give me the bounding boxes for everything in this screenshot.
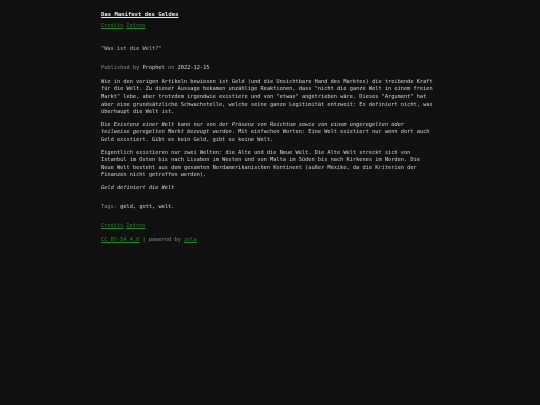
meta-prefix: Published by xyxy=(101,65,140,72)
tag-geld[interactable]: geld, xyxy=(120,203,137,210)
p2-text-e: . Mit einfachen Worten: Eine Welt existiert nur wenn dort auch Geld existiert. Gibt es kein Geld, gibt es keine Welt. xyxy=(101,129,430,143)
post-date: 2022-12-15 xyxy=(177,65,210,72)
top-nav xyxy=(101,23,433,31)
bottom-nav xyxy=(101,223,433,231)
paragraph-1: Wie in den vorigen Artikeln bewiesen ist Geld (und die Unsichtbare Hand des Marktes) die treibende Kraft für die Welt. Zu dieser Aussage bekamen unzählige Reaktionen, dass "nicht die ganze Welt in einem freien Markt" lebe, aber trotzdem irgendwie existiere und von "etwas" angetrieben wäre. Dieses "Argument" hat aber eine grundsätzliche Schwachstelle, welche seine ganze Legitimität entzweit: Es definiert nicht, was überhaupt die Welt ist. xyxy=(101,78,433,116)
paragraph-3: Eigentlich existieren nur zwei Welten: die Alte und die Neue Welt. Die Alte Welt streckt sich von Istanbul im Osten bis nach Lisabon im Westen und von Malta im Süden bis nach Kirkenes im Norden. Die Neue Welt besteht aus dem gesamten Nordamerikanischen Kontinent (außer Mexiko, da die Kriterien der Finanzen nicht getroffen werden). xyxy=(101,149,420,179)
footer-separator: | powered by xyxy=(142,237,181,244)
bottom-nav-link-intros[interactable]: Intros xyxy=(126,223,146,230)
post-title: "Was ist die Welt?" xyxy=(101,45,162,52)
nav-link-credits[interactable]: Credits xyxy=(101,22,124,29)
p2-emphasis-presence: der Präsenz von Reichtum sowie von einem ungeregelten oder teilweise geregelten Markt bezeugt werden xyxy=(101,121,404,136)
tag-gott[interactable]: gott, xyxy=(139,203,156,210)
nav-link-intros[interactable]: Intros xyxy=(126,22,146,29)
tag-welt[interactable]: welt. xyxy=(158,203,175,210)
post-meta xyxy=(101,65,433,73)
post-author: Prophet xyxy=(142,65,165,72)
tags-label: Tags: xyxy=(101,203,117,210)
p2-emphasis-existence: Existenz einer Welt xyxy=(113,121,175,128)
engine-link[interactable]: zola xyxy=(183,237,197,244)
footer xyxy=(101,237,433,245)
paragraph-2 xyxy=(101,122,433,145)
page-content xyxy=(101,10,433,245)
license-link[interactable]: CC BY-SA 4.0 xyxy=(101,237,140,244)
site-title-link[interactable]: Das Manifest des Geldes xyxy=(101,12,179,18)
meta-on: on xyxy=(168,65,175,72)
post-tags xyxy=(101,204,433,212)
p2-text-a: Die xyxy=(101,121,114,128)
bottom-nav-link-credits[interactable]: Credits xyxy=(101,223,124,230)
p2-text-c: kann nur von xyxy=(174,121,220,128)
paragraph-4: Geld definiert die Welt xyxy=(101,184,175,191)
